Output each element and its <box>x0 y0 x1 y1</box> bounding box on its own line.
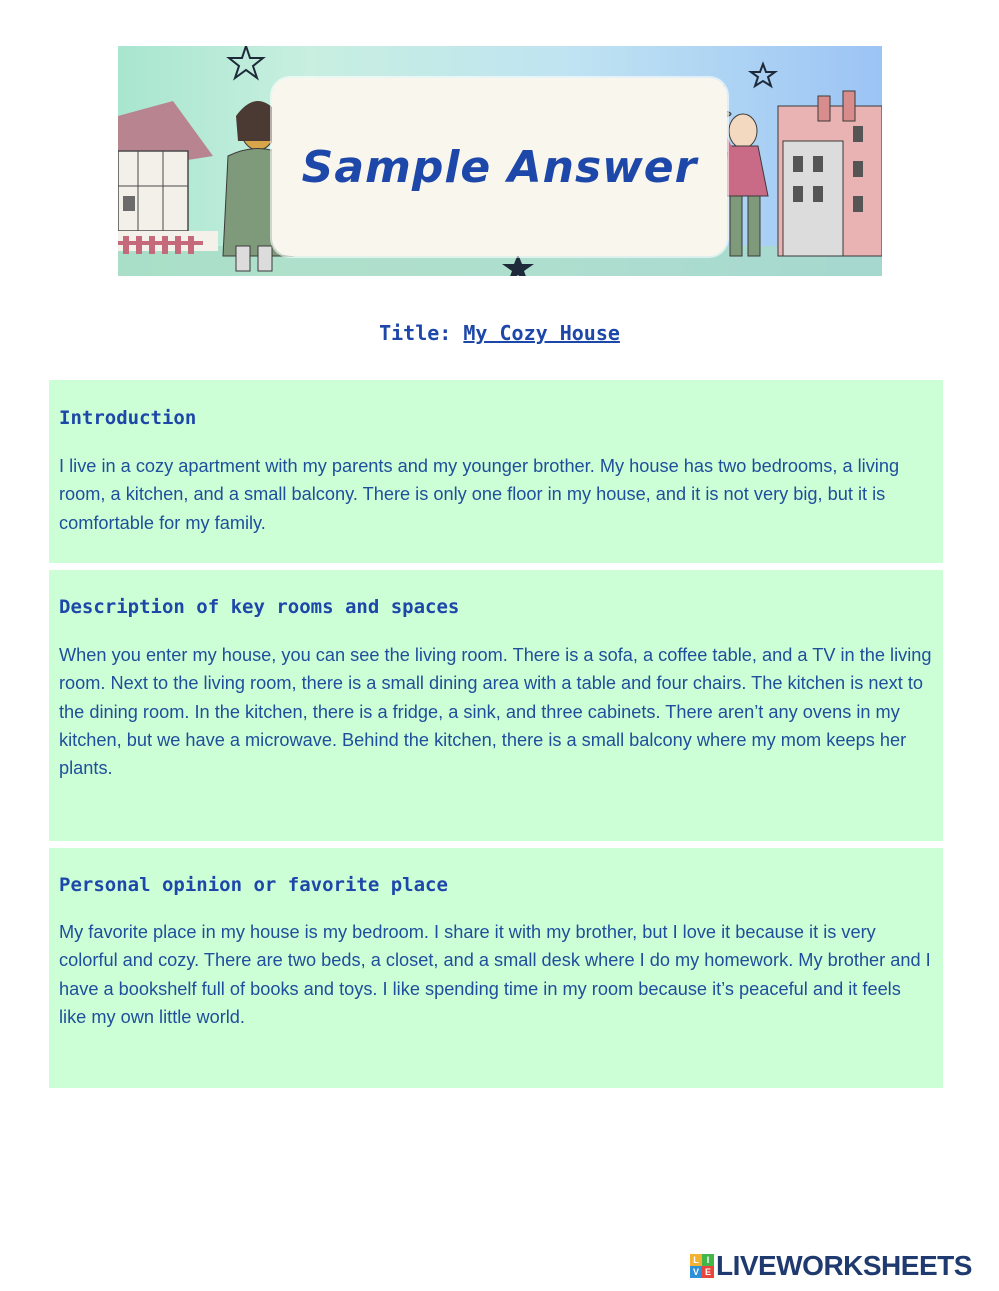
logo-mark-icon <box>690 1254 714 1278</box>
logo-mark-letter: E <box>702 1266 714 1278</box>
section-heading: Personal opinion or favorite place <box>59 874 448 896</box>
logo-mark-letter: I <box>702 1254 714 1266</box>
section-body: My favorite place in my house is my bedroom. I share it with my brother, but I love it because it is very colorful and cozy. There are two beds, a closet, and a small desk where I do my homework. My brother and I have a bookshelf full of books and toys. I like spending time in my room because it’s peaceful and it feels like my own little world. <box>59 922 931 1027</box>
section-heading: Description of key rooms and spaces <box>59 596 460 618</box>
title-value: My Cozy House <box>463 321 620 345</box>
introduction-section <box>49 380 943 563</box>
banner-title-panel <box>272 78 727 256</box>
banner-title: Sample Answer <box>301 141 698 193</box>
logo-text: LIVEWORKSHEETS <box>716 1250 972 1281</box>
opinion-section <box>49 848 943 1088</box>
logo-mark-letter: V <box>690 1266 702 1278</box>
townhouse-illustration <box>778 91 882 256</box>
section-heading: Introduction <box>59 407 197 429</box>
liveworksheets-logo[interactable] <box>690 1250 972 1282</box>
header-banner <box>118 46 882 276</box>
essay-title-line <box>0 321 999 345</box>
title-label: Title: <box>379 321 452 345</box>
cottage-illustration <box>118 101 218 254</box>
section-body: I live in a cozy apartment with my parents and my younger brother. My house has two bedrooms, a living room, a kitchen, and a small balcony. There is only one floor in my house, and it is not very big, but it is comfortable for my family. <box>59 456 900 533</box>
logo-mark-letter: L <box>690 1254 702 1266</box>
section-body: When you enter my house, you can see the living room. There is a sofa, a coffee table, and a TV in the living room. Next to the living room, there is a small dining area with a table and four chairs. The kitchen is next to the dining room. In the kitchen, there is a fridge, a sink, and three cabinets. There aren’t any ovens in my kitchen, but we have a microwave. Behind the kitchen, there is a small balcony where my mom keeps her plants. <box>59 645 932 779</box>
description-section <box>49 570 943 841</box>
